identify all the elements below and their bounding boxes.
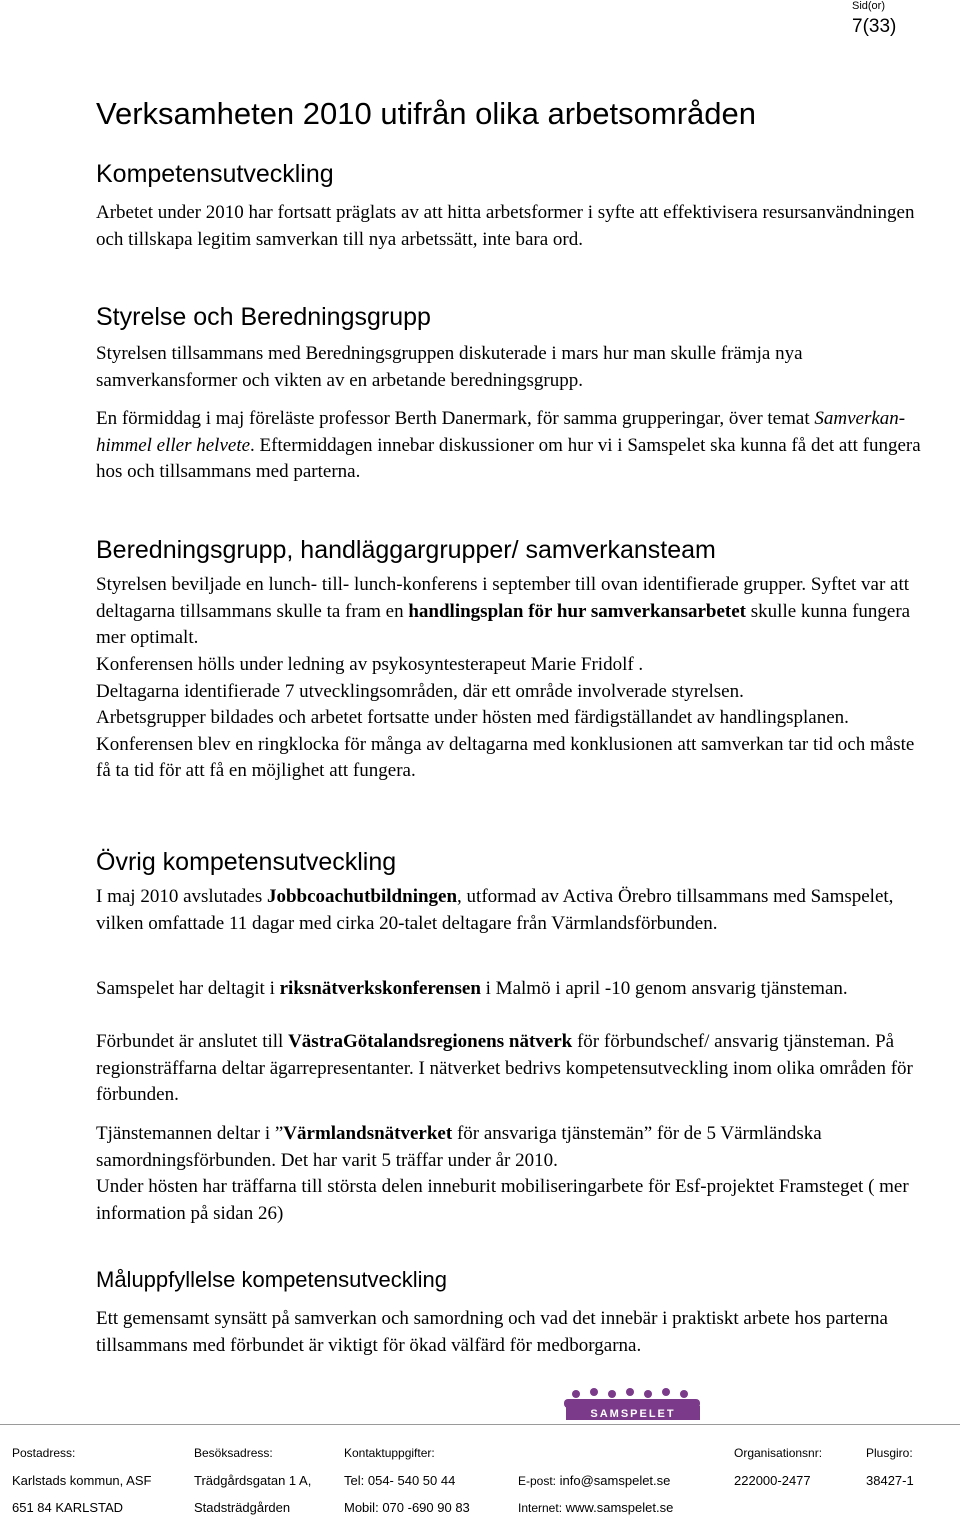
footer-besok-2: Stadsträdgården <box>194 1500 291 1515</box>
italic-theme: Samverkan- himmel eller helvete <box>96 408 906 456</box>
footer-epost: E-post: info@samspelet.se <box>518 1473 671 1488</box>
bold-term: riksnätverkskonferensen <box>279 978 481 999</box>
footer-postadress-2: 651 84 KARLSTAD <box>12 1500 124 1515</box>
paragraph: En förmiddag i maj föreläste professor Berth Danermark, för samma grupperingar, över temat Samverkan- himmel eller helvete. Eftermiddagen innebar diskussioner om hur vi i Samspelet ska kunna få det att fungera hos och tillsammans med parterna. <box>96 408 921 482</box>
section-heading-maluppfyllelse: Måluppfyllelse kompetensutveckling <box>96 1267 447 1292</box>
footer-orgnr: 222000-2477 <box>734 1473 811 1488</box>
footer-tel: Tel: 054- 540 50 44 <box>344 1473 456 1488</box>
footer-kontakt-label: Kontaktuppgifter: <box>344 1446 435 1460</box>
footer-besok-1: Trädgårdsgatan 1 A, <box>194 1473 312 1488</box>
logo-figures <box>564 1388 700 1408</box>
footer-orgnr-label: Organisationsnr: <box>734 1446 823 1460</box>
footer-plusgiro: 38427-1 <box>866 1473 914 1488</box>
footer-internet: Internet: www.samspelet.se <box>518 1500 674 1515</box>
footer-plusgiro-label: Plusgiro: <box>866 1446 913 1460</box>
paragraph: I maj 2010 avslutades Jobbcoachutbildningen, utformad av Activa Örebro tillsammans med Samspelet, vilken omfattade 11 dagar med cirka 20-talet deltagare från Värmlandsförbunden. <box>96 886 894 934</box>
page-title: Verksamheten 2010 utifrån olika arbetsområden <box>96 96 757 131</box>
paragraph: Samspelet har deltagit i riksnätverkskonferensen i Malmö i april -10 genom ansvarig tjänsteman. <box>96 978 848 999</box>
footer-postadress-label: Postadress: <box>12 1446 76 1460</box>
samspelet-logo <box>560 1388 710 1428</box>
footer-mobil: Mobil: 070 -690 90 83 <box>344 1500 470 1515</box>
paragraph: Styrelsen tillsammans med Beredningsgruppen diskuterade i mars hur man skulle främja nya samverkansformer och vikten av en arbetande beredningsgrupp. <box>96 343 803 391</box>
footer-divider <box>0 1424 960 1425</box>
section-heading-styrelse: Styrelse och Beredningsgrupp <box>96 303 431 331</box>
page-number-label: Sid(or) <box>852 0 886 12</box>
bold-term: Jobbcoachutbildningen <box>266 886 458 907</box>
section-heading-beredningsgrupp: Beredningsgrupp, handläggargrupper/ samverkansteam <box>96 536 716 564</box>
bold-term: VästraGötalandsregionens nätverk <box>288 1031 573 1052</box>
paragraph: Under hösten har träffarna till största delen inneburit mobiliseringarbete för Esf-projektet Framsteget ( mer information på sidan 26) <box>96 1176 909 1224</box>
section-heading-kompetensutveckling: Kompetensutveckling <box>96 160 334 188</box>
page-number: 7(33) <box>852 16 897 37</box>
paragraph: Styrelsen beviljade en lunch- till- lunch-konferens i september till ovan identifierade grupper. Syftet var att deltagarna tillsammans skulle ta fram en handlingsplan för hur samverkansarbetet skulle kunna fungera mer optimalt. <box>96 574 911 648</box>
bold-term: handlingsplan för hur samverkansarbetet <box>408 600 747 622</box>
paragraph: Arbetsgrupper bildades och arbetet fortsatte under hösten med färdigställandet av handlingsplanen. Konferensen blev en ringklocka för många av deltagarna med konklusionen att samverkan tar tid och måste få ta tid för att få en möjlighet att fungera. <box>96 707 915 781</box>
bold-term: Värmlandsnätverket <box>283 1123 453 1144</box>
paragraph: Konferensen hölls under ledning av psykosyntesterapeut Marie Fridolf . <box>96 654 644 675</box>
paragraph: Arbetet under 2010 har fortsatt präglats av att hitta arbetsformer i syfte att effektivisera resursanvändningen och tillskapa legitim samverkan till nya arbetssätt, inte bara ord. <box>96 202 915 250</box>
footer-besok-label: Besöksadress: <box>194 1446 273 1460</box>
section-heading-ovrig: Övrig kompetensutveckling <box>96 848 397 876</box>
website-link[interactable]: www.samspelet.se <box>565 1500 674 1515</box>
paragraph: Deltagarna identifierade 7 utvecklingsområden, där ett område involverade styrelsen. <box>96 681 744 702</box>
paragraph: Ett gemensamt synsätt på samverkan och samordning och vad det innebär i praktiskt arbete hos parterna tillsammans med förbundet är viktigt för ökad välfärd för medborgarna. <box>96 1308 888 1356</box>
paragraph: Tjänstemannen deltar i ”Värmlandsnätverket för ansvariga tjänstemän” för de 5 Värmländska samordningsförbunden. Det har varit 5 träffar under år 2010. <box>96 1123 822 1171</box>
footer-postadress-1: Karlstads kommun, ASF <box>12 1473 152 1488</box>
email-link[interactable]: info@samspelet.se <box>559 1473 671 1488</box>
paragraph: Förbundet är anslutet till VästraGötalandsregionens nätverk för förbundschef/ ansvarig tjänsteman. På regionsträffarna deltar ägarrepresentanter. I nätverket bedrivs kompetensutveckling inom olika områden för förbunden. <box>96 1031 913 1105</box>
logo-text: SAMSPELET <box>590 1408 676 1420</box>
